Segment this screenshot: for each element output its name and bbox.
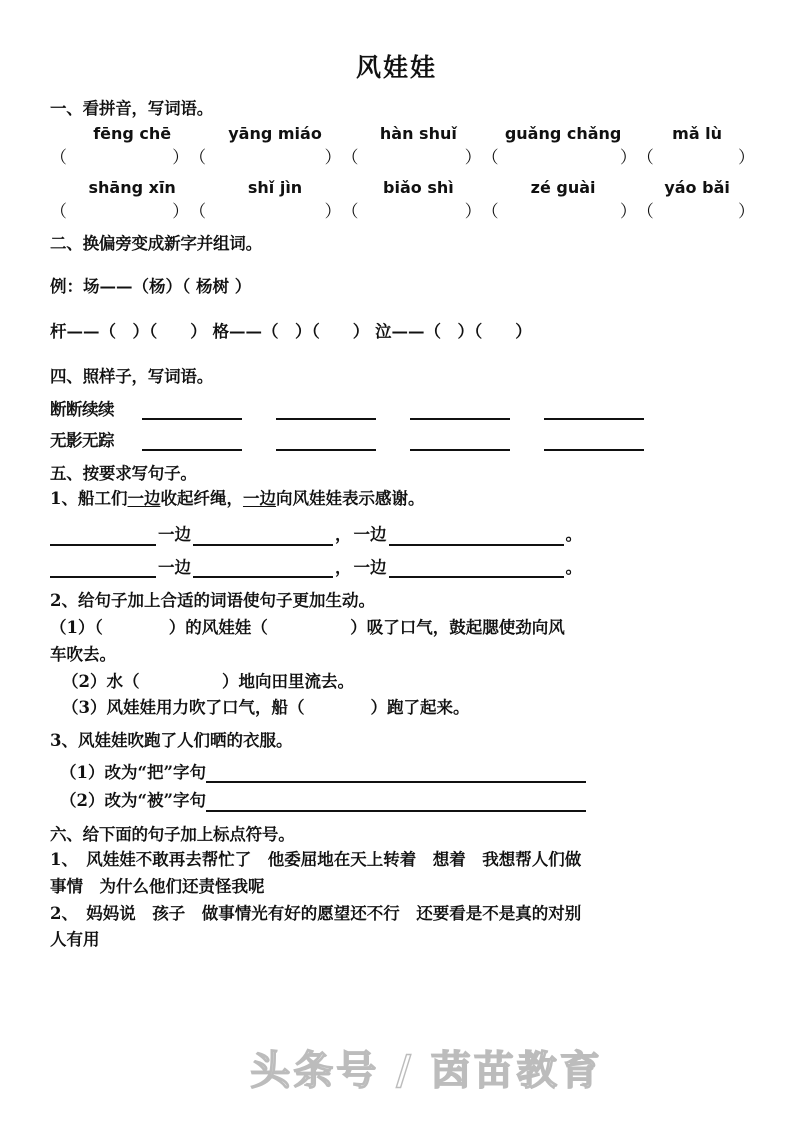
write-blank[interactable] bbox=[544, 402, 644, 420]
write-blank[interactable] bbox=[142, 402, 242, 420]
section-five-heading: 五、按要求写句子。 bbox=[50, 463, 197, 483]
write-blank[interactable] bbox=[544, 433, 644, 451]
section-five-q2-line1-cont: 车吹去。 bbox=[50, 644, 116, 664]
comma: ， bbox=[335, 525, 352, 545]
rewrite-ba-label: （1）改为“把”字句 bbox=[60, 762, 206, 782]
paren-open: （ bbox=[189, 202, 207, 223]
paren-close: ） bbox=[172, 202, 190, 223]
answer-paren-slot[interactable] bbox=[637, 200, 755, 225]
worksheet-body bbox=[0, 84, 793, 954]
section-six-heading: 六、给下面的句子加上标点符号。 bbox=[50, 824, 295, 844]
write-blank[interactable] bbox=[410, 402, 510, 420]
pinyin-cell: shāng xīn bbox=[88, 178, 176, 198]
write-blank[interactable] bbox=[276, 402, 376, 420]
section-five-q3-heading: 3、风娃娃吹跑了人们晒的衣服。 bbox=[50, 730, 293, 750]
paren-close: ） bbox=[464, 147, 482, 168]
pinyin-row-2 bbox=[50, 176, 755, 200]
answer-paren-slot[interactable] bbox=[482, 200, 637, 225]
pinyin-row-1 bbox=[50, 122, 755, 146]
q1-text-mid: 收起纤绳， bbox=[160, 489, 243, 509]
pinyin-cell: fēng chē bbox=[93, 123, 172, 143]
write-blank-long[interactable] bbox=[206, 766, 586, 783]
pinyin-cell: zé guài bbox=[530, 178, 596, 198]
page-title: 风娃娃 bbox=[355, 53, 437, 82]
comma: ， bbox=[335, 557, 352, 577]
paren-open: （ bbox=[481, 202, 499, 223]
pinyin-cell: biǎo shì bbox=[383, 178, 454, 198]
answer-paren-slot[interactable] bbox=[50, 146, 189, 171]
pinyin-cell: mǎ lù bbox=[672, 123, 723, 143]
paren-close: ） bbox=[172, 147, 190, 168]
paren-close: ） bbox=[619, 202, 637, 223]
write-blank[interactable] bbox=[410, 433, 510, 451]
paren-close: ） bbox=[738, 202, 756, 223]
pinyin-cell: guǎng chǎng bbox=[504, 123, 622, 143]
answer-paren-slot[interactable] bbox=[482, 146, 637, 171]
period: 。 bbox=[565, 525, 582, 545]
q1-underline-2: 一边 bbox=[242, 489, 276, 509]
write-blank[interactable] bbox=[193, 561, 333, 578]
section-five-q2-line2[interactable]: （2）水（ ）地向田里流去。 bbox=[62, 671, 354, 691]
rewrite-ba-row bbox=[50, 762, 755, 783]
rewrite-bei-label: （2）改为“被”字句 bbox=[60, 791, 206, 811]
answer-paren-slot[interactable] bbox=[189, 200, 341, 225]
paren-open: （ bbox=[50, 147, 67, 168]
word-pattern-row bbox=[50, 431, 755, 451]
section-five-q2-heading: 2、给句子加上合适的词语使句子更加生动。 bbox=[50, 591, 375, 611]
write-blank[interactable] bbox=[389, 561, 564, 578]
paren-open: （ bbox=[636, 147, 654, 168]
section-six-q2-line1[interactable]: 2、 妈妈说 孩子 做事情光有好的愿望还不行 还要看是不是真的对别 bbox=[50, 903, 582, 923]
write-blank[interactable] bbox=[50, 529, 156, 546]
pinyin-cell: shǐ jìn bbox=[247, 178, 303, 198]
answer-parens-row-2 bbox=[50, 200, 755, 225]
write-blank[interactable] bbox=[389, 529, 564, 546]
word-pattern-label: 无影无踪 bbox=[50, 431, 114, 451]
paren-close: ） bbox=[324, 147, 342, 168]
yibian-answer-row bbox=[50, 558, 755, 579]
section-one-heading: 一、看拼音，写词语。 bbox=[50, 99, 214, 118]
write-blank-long[interactable] bbox=[206, 795, 586, 812]
section-six-q1-line2[interactable]: 事情 为什么他们还责怪我呢 bbox=[50, 876, 265, 896]
word-pattern-row bbox=[50, 400, 755, 420]
paren-close: ） bbox=[324, 202, 342, 223]
section-five-q1 bbox=[50, 486, 755, 513]
paren-open: （ bbox=[481, 147, 499, 168]
section-six-q1-line1[interactable]: 1、 风娃娃不敢再去帮忙了 他委屈地在天上转着 想着 我想帮人们做 bbox=[50, 850, 582, 870]
pinyin-cell: yáo bǎi bbox=[664, 178, 730, 198]
q1-text-after: 向风娃娃表示感谢。 bbox=[275, 489, 425, 509]
paren-close: ） bbox=[464, 202, 482, 223]
section-four-heading: 四、照样子，写词语。 bbox=[50, 366, 214, 386]
answer-paren-slot[interactable] bbox=[637, 146, 755, 171]
pinyin-cell: hàn shuǐ bbox=[379, 123, 457, 143]
write-blank[interactable] bbox=[142, 433, 242, 451]
paren-close: ） bbox=[738, 147, 756, 168]
word-pattern-label: 断断续续 bbox=[50, 400, 114, 420]
yibian-label: 一边 bbox=[158, 525, 191, 545]
section-six-q2-line2[interactable]: 人有用 bbox=[50, 930, 100, 950]
q1-text-before: 船工们 bbox=[77, 489, 128, 509]
paren-open: （ bbox=[341, 147, 359, 168]
paren-open: （ bbox=[636, 202, 654, 223]
section-two-example: 例：场——（杨）（ 杨树 ） bbox=[50, 276, 252, 296]
write-blank[interactable] bbox=[50, 561, 156, 578]
rewrite-bei-row bbox=[50, 790, 755, 811]
answer-paren-slot[interactable] bbox=[342, 200, 482, 225]
yibian-label: 一边 bbox=[353, 557, 387, 577]
paren-close: ） bbox=[619, 147, 637, 168]
q1-underline-1: 一边 bbox=[127, 489, 161, 509]
answer-paren-slot[interactable] bbox=[50, 200, 189, 225]
answer-parens-row-1 bbox=[50, 146, 755, 171]
section-two-heading: 二、换偏旁变成新字并组词。 bbox=[50, 233, 262, 253]
answer-paren-slot[interactable] bbox=[342, 146, 482, 171]
q1-number: 1、 bbox=[50, 489, 78, 509]
yibian-label: 一边 bbox=[353, 525, 387, 545]
section-five-q2-line3[interactable]: （3）风娃娃用力吹了口气，船（ ）跑了起来。 bbox=[62, 698, 470, 718]
paren-open: （ bbox=[189, 147, 207, 168]
pinyin-cell: yāng miáo bbox=[228, 123, 322, 143]
paren-open: （ bbox=[341, 202, 359, 223]
q2-line1-part1: （1）（ ）的风娃娃（ bbox=[50, 618, 268, 638]
q2-line1-part2: ）吸了口气，鼓起腮使劲向风 bbox=[267, 618, 565, 638]
watermark: 头条号 / 茵苗教育 bbox=[250, 1048, 603, 1094]
answer-paren-slot[interactable] bbox=[189, 146, 341, 171]
section-five-q2-line1[interactable] bbox=[50, 615, 755, 642]
yibian-answer-row bbox=[50, 525, 755, 546]
yibian-label: 一边 bbox=[158, 557, 191, 577]
write-blank[interactable] bbox=[276, 433, 376, 451]
period: 。 bbox=[565, 557, 582, 577]
paren-open: （ bbox=[50, 202, 67, 223]
section-two-items[interactable]: 杆——（ ）（ ） 格——（ ）（ ） 泣——（ ）（ ） bbox=[50, 322, 532, 342]
write-blank[interactable] bbox=[193, 529, 333, 546]
